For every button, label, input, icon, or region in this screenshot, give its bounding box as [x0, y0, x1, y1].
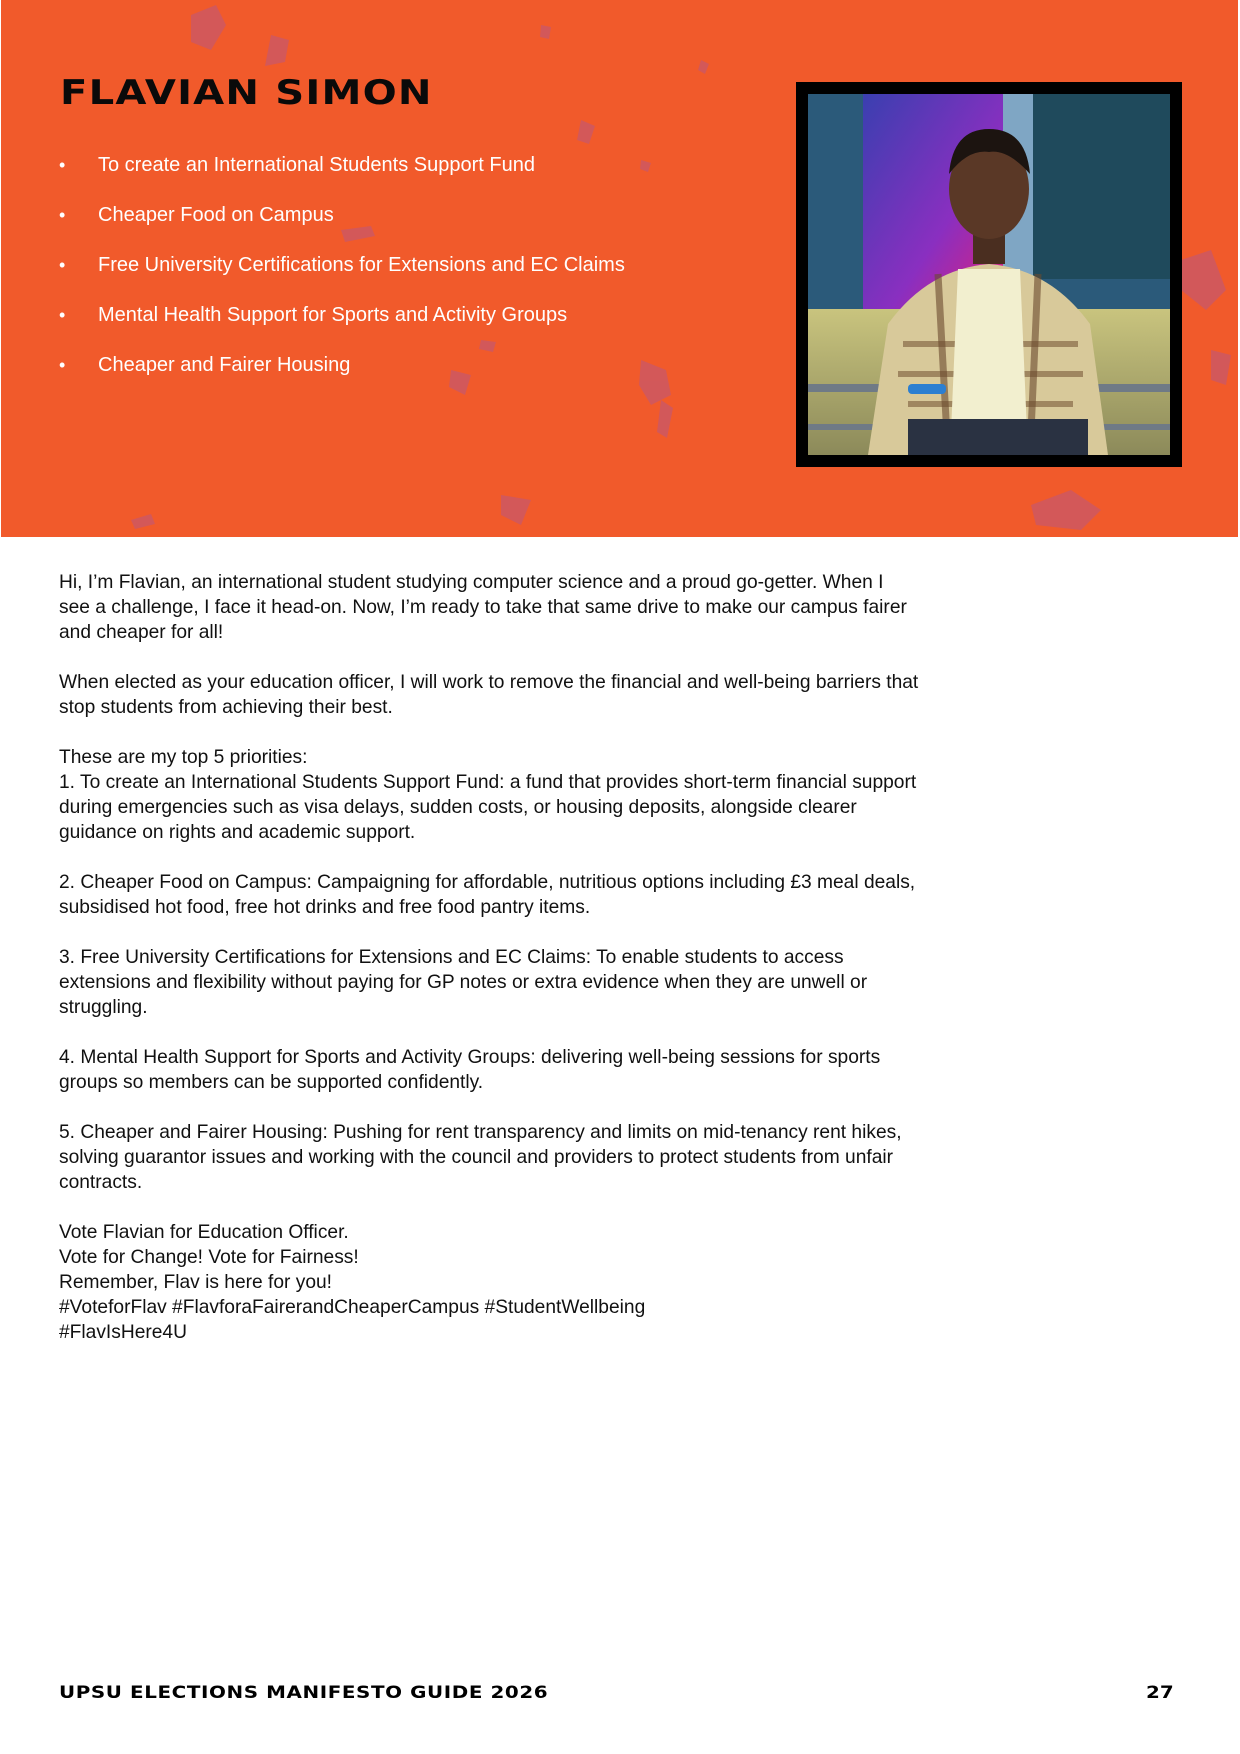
candidate-photo-frame	[796, 82, 1182, 467]
bullet-icon: •	[59, 305, 66, 325]
priorities-heading: These are my top 5 priorities:	[59, 747, 308, 768]
candidate-name: FLAVIAN SIMON	[60, 73, 433, 113]
closing-line: Remember, Flav is here for you!	[59, 1272, 332, 1293]
footer-title: UPSU ELECTIONS MANIFESTO GUIDE 2026	[59, 1683, 549, 1703]
hashtags: #VoteforFlav #FlavforaFairerandCheaperCampus #StudentWellbeing #FlavIsHere4U	[59, 1297, 646, 1343]
pledge-paragraph: When elected as your education officer, I will work to remove the financial and well-being barriers that stop students from achieving their best.	[59, 672, 919, 718]
priority-detail: 3. Free University Certifications for Extensions and EC Claims: To enable students to access extensions and flexibility without paying for GP notes or extra evidence when they are unwell or struggling.	[59, 947, 868, 1018]
candidate-photo	[808, 94, 1170, 455]
priority-detail: 1. To create an International Students Support Fund: a fund that provides short-term financial support during emergencies such as visa delays, sudden costs, or housing deposits, alongside clearer guidance on rights and academic support.	[59, 772, 917, 843]
page-number: 27	[1146, 1683, 1174, 1703]
bullet-icon: •	[59, 205, 66, 225]
closing-line: Vote Flavian for Education Officer.	[59, 1222, 349, 1243]
candidate-banner: FLAVIAN SIMON • To create an International Students Support Fund • Cheaper Food on Campus • Free University Certifications for Extensions and EC Claims • Mental Health Support for Sports and Activity Groups • Cheaper and Fairer Housing	[1, 0, 1238, 537]
closing-line: Vote for Change! Vote for Fairness!	[59, 1247, 359, 1268]
intro-paragraph: Hi, I’m Flavian, an international student studying computer science and a proud go-getter. When I see a challenge, I face it head-on. Now, I’m ready to take that same drive to make our campus fairer and cheaper for all!	[59, 572, 907, 643]
priority-detail: 5. Cheaper and Fairer Housing: Pushing for rent transparency and limits on mid-tenancy rent hikes, solving guarantor issues and working with the council and providers to protect students from unfair contracts.	[59, 1122, 902, 1193]
bullet-icon: •	[59, 355, 66, 375]
priority-detail: 2. Cheaper Food on Campus: Campaigning for affordable, nutritious options including £3 meal deals, subsidised hot food, free hot drinks and free food pantry items.	[59, 872, 916, 918]
priority-detail: 4. Mental Health Support for Sports and Activity Groups: delivering well-being sessions for sports groups so members can be supported confidently.	[59, 1047, 881, 1093]
bullet-icon: •	[59, 255, 66, 275]
manifesto-body	[59, 570, 919, 1345]
bullet-icon: •	[59, 155, 66, 175]
